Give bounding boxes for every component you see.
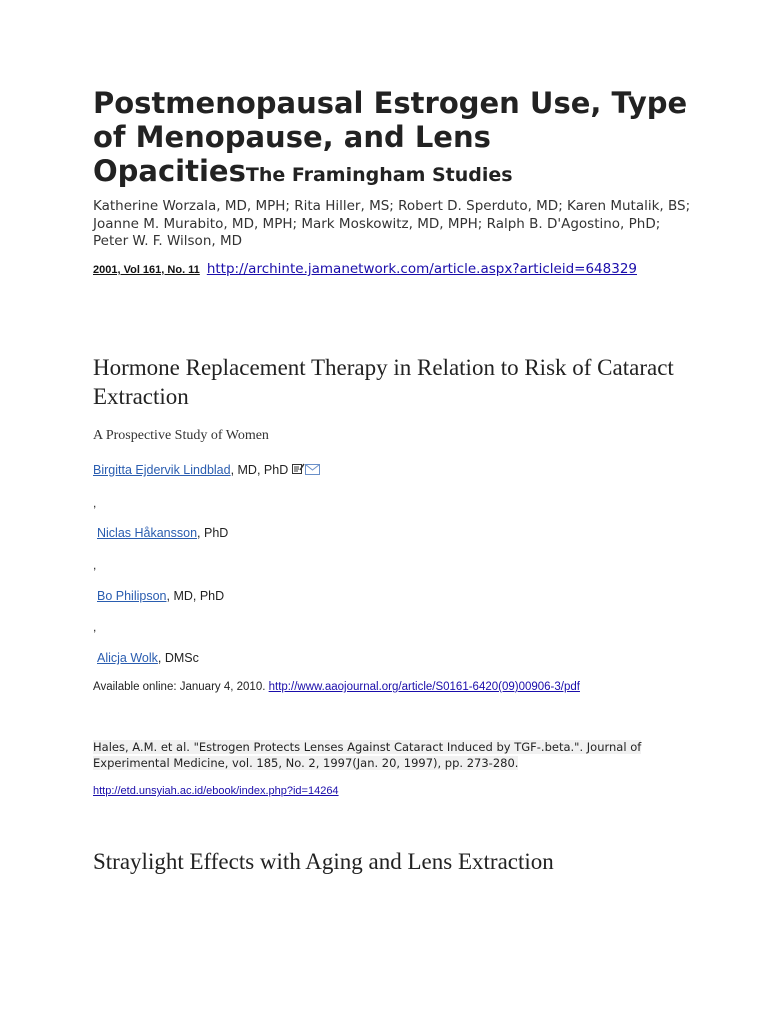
author-line-lindblad <box>93 463 320 478</box>
author-degrees: , DMSc <box>157 651 199 665</box>
edit-icon[interactable] <box>292 463 305 478</box>
citation-reference[interactable]: 2001, Vol 161, No. 11 <box>93 264 200 276</box>
article-title <box>93 86 693 192</box>
section-title-straylight: Straylight Effects with Aging and Lens Extraction <box>93 849 554 874</box>
separator: , <box>93 558 97 572</box>
article-url-link[interactable]: http://archinte.jamanetwork.com/article.aspx?articleid=648329 <box>206 261 637 277</box>
author-link-philipson[interactable]: Bo Philipson <box>97 589 167 603</box>
reference-citation <box>93 739 673 771</box>
article-title-text: Postmenopausal Estrogen Use, Type of Menopause, and Lens Opacities <box>93 86 688 188</box>
available-url-link[interactable]: http://www.aaojournal.org/article/S0161-6420(09)00906-3/pdf <box>268 681 580 693</box>
reference-url-link[interactable]: http://etd.unsyiah.ac.id/ebook/index.php?id=14264 <box>93 785 339 797</box>
author-line-hakansson <box>93 526 228 540</box>
separator: , <box>93 620 97 634</box>
author-degrees: , MD, PhD <box>230 463 289 477</box>
section-subtitle-prospective: A Prospective Study of Women <box>93 428 269 443</box>
author-degrees: , MD, PhD <box>166 589 225 603</box>
author-line-wolk <box>93 651 199 665</box>
author-link-wolk[interactable]: Alicja Wolk <box>97 651 158 665</box>
author-link-lindblad[interactable]: Birgitta Ejdervik Lindblad <box>93 463 231 477</box>
author-degrees: , PhD <box>197 526 229 540</box>
mail-icon[interactable] <box>305 464 320 478</box>
available-label: Available online: January 4, 2010. <box>93 681 266 693</box>
author-line-philipson <box>93 589 224 603</box>
available-online <box>93 681 580 693</box>
section-title-hrt: Hormone Replacement Therapy in Relation to Risk of Cataract Extraction <box>93 355 674 409</box>
citation-row <box>93 260 733 278</box>
article-subtitle: The Framingham Studies <box>245 164 513 186</box>
separator: , <box>93 496 97 510</box>
reference-text: Hales, A.M. et al. "Estrogen Protects Lenses Against Cataract Induced by TGF-.beta.". Journal of Experimental Medicine, vol. 185, No. 2, 1997(Jan. 20, 1997), pp. 273-280. <box>93 740 642 770</box>
author-link-hakansson[interactable]: Niclas Håkansson <box>97 526 198 540</box>
author-list: Katherine Worzala, MD, MPH; Rita Hiller, MS; Robert D. Sperduto, MD; Karen Mutalik, BS; Joanne M. Murabito, MD, MPH; Mark Moskowitz, MD, MPH; Ralph B. D'Agostino, PhD; Peter W. F. Wilson, MD <box>93 198 691 249</box>
